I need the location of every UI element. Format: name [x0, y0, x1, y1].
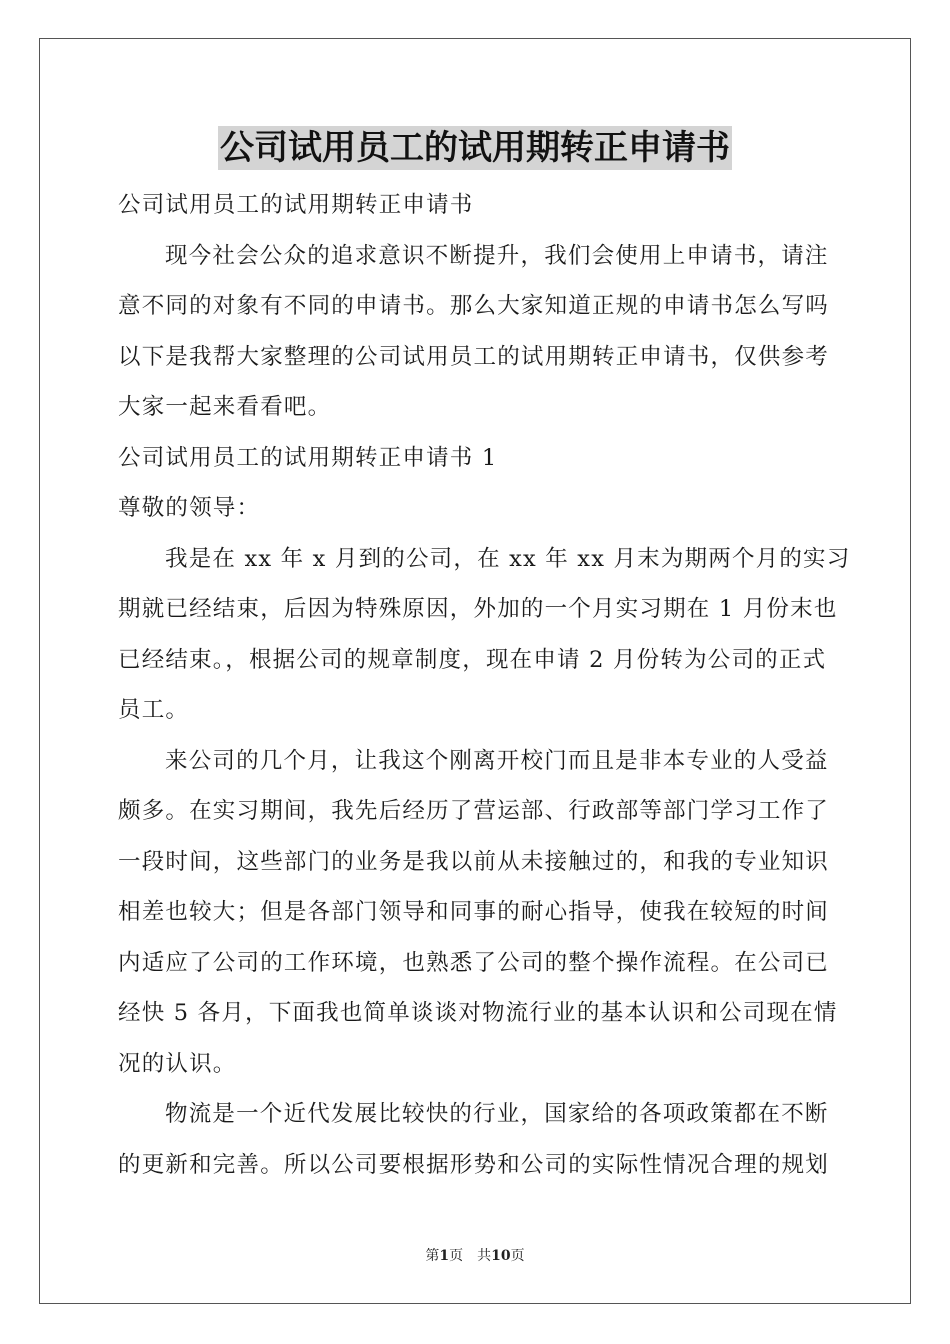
body-line: 现今社会公众的追求意识不断提升，我们会使用上申请书，请注	[165, 242, 829, 269]
body-line: 员工。	[118, 697, 190, 723]
body-line: 颇多。在实习期间，我先后经历了营运部、行政部等部门学习工作了	[118, 798, 830, 824]
document-title: 公司试用员工的试用期转正申请书	[220, 128, 730, 168]
body-line: 期就已经结束，后因为特殊原因，外加的一个月实习期在 1 月份末也	[118, 596, 838, 622]
total-suffix: 页	[510, 1248, 525, 1264]
body-line: 公司试用员工的试用期转正申请书	[118, 192, 474, 218]
document-body	[118, 180, 851, 1190]
title-container	[0, 126, 950, 170]
body-line: 来公司的几个月，让我这个刚离开校门而且是非本专业的人受益	[165, 747, 829, 774]
body-line: 以下是我帮大家整理的公司试用员工的试用期转正申请书，仅供参考	[118, 343, 830, 370]
body-line: 意不同的对象有不同的申请书。那么大家知道正规的申请书怎么写吗	[118, 293, 830, 319]
body-line: 已经结束。，根据公司的规章制度，现在申请 2 月份转为公司的正式	[118, 646, 827, 673]
body-line: 一段时间，这些部门的业务是我以前从未接触过的，和我的专业知识	[118, 848, 830, 875]
page-prefix: 第	[425, 1248, 440, 1264]
body-line: 的更新和完善。所以公司要根据形势和公司的实际性情况合理的规划	[118, 1151, 830, 1178]
page-suffix: 页	[449, 1248, 464, 1264]
body-line: 相差也较大；但是各部门领导和同事的耐心指导，使我在较短的时间	[118, 899, 830, 925]
total-prefix: 共	[477, 1248, 492, 1264]
page-footer	[0, 1246, 950, 1266]
body-line: 大家一起来看看吧。	[118, 394, 332, 420]
section-heading: 公司试用员工的试用期转正申请书 1	[118, 444, 498, 471]
body-line: 况的认识。	[118, 1050, 237, 1077]
body-line: 内适应了公司的工作环境，也熟悉了公司的整个操作流程。在公司已	[118, 949, 830, 976]
salutation: 尊敬的领导：	[118, 495, 261, 521]
body-line: 我是在 xx 年 x 月到的公司，在 xx 年 xx 月末为期两个月的实习	[165, 545, 851, 572]
page-current: 1	[439, 1248, 450, 1264]
page-total: 10	[491, 1248, 511, 1264]
body-line: 经快 5 各月，下面我也简单谈谈对物流行业的基本认识和公司现在情	[118, 1000, 838, 1026]
body-line: 物流是一个近代发展比较快的行业，国家给的各项政策都在不断	[165, 1101, 829, 1127]
